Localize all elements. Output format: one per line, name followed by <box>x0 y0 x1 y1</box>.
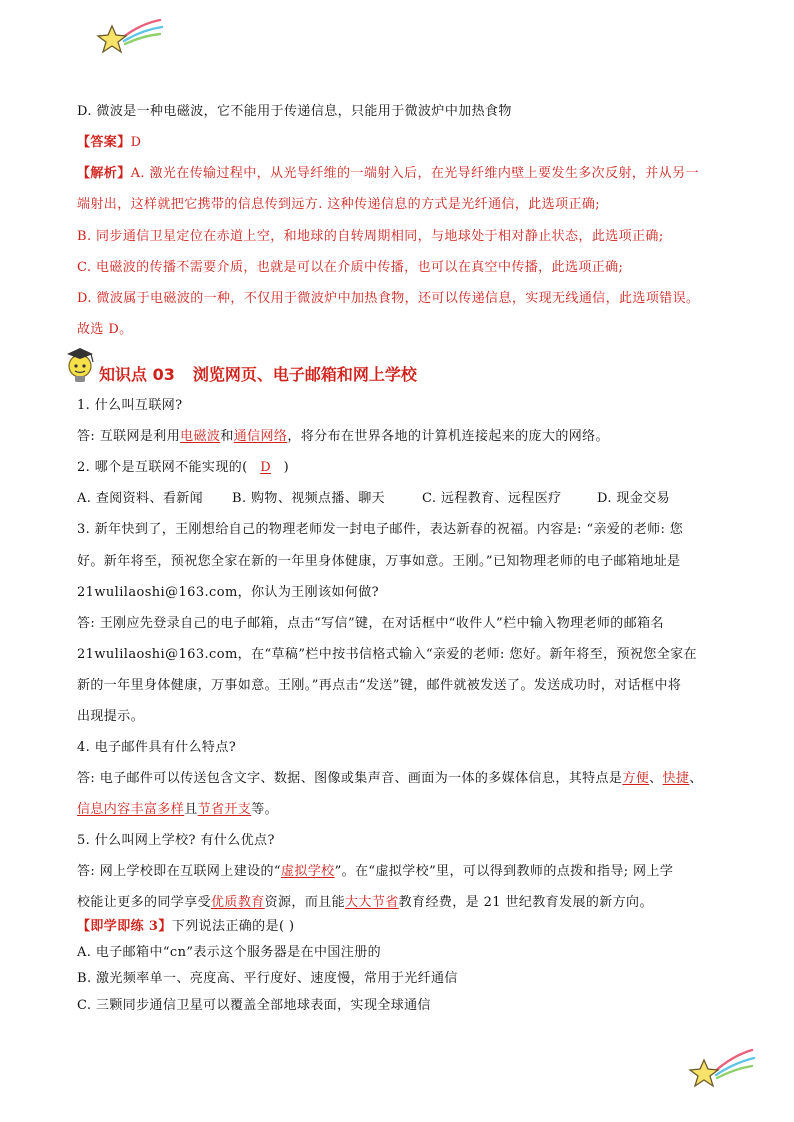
q1-answer-pre: 答: 互联网是利用 <box>77 429 181 444</box>
practice-option-b: B. 激光频率单一、亮度高、平行度好、速度慢，常用于光纤通信 <box>77 971 458 986</box>
q4-blank-1: 方便 <box>622 771 650 786</box>
practice-option-c: C. 三颗同步通信卫星可以覆盖全部地球表面，实现全球通信 <box>77 998 431 1013</box>
q4-blank-3: 信息内容丰富多样 <box>77 802 185 817</box>
section-title: 浏览网页、电子邮箱和网上学校 <box>192 365 417 384</box>
q5-blank-1: 虚拟学校 <box>280 864 335 879</box>
analysis-d-text: D. 微波属于电磁波的一种，不仅用于微波炉中加热食物，还可以传递信息，实现无线通信，此选项错误。 <box>77 291 700 306</box>
q1-answer-post: ，将分布在世界各地的计算机连接起来的庞大的网络。 <box>287 429 609 444</box>
q3-question-line-1: 3. 新年快到了，王刚想给自己的物理老师发一封电子邮件，表达新春的祝福。内容是: “亲爱的老师: 您 <box>77 522 684 537</box>
q4-answer-line-1 <box>77 770 703 788</box>
q3-question-line-2: 好。新年将至，预祝您全家在新的一年里身体健康，万事如意。王刚。”已知物理老师的电子邮箱地址是 <box>77 554 681 569</box>
q4-answer-mid: 且 <box>184 802 198 817</box>
option-d-text: D. 微波是一种电磁波，它不能用于传递信息，只能用于微波炉中加热食物 <box>77 104 512 119</box>
analysis-c-text: C. 电磁波的传播不需要介质，也就是可以在介质中传播，也可以在真空中传播，此选项正确; <box>77 260 624 275</box>
q5-answer-line-1 <box>77 863 673 881</box>
analysis-b-text: B. 同步通信卫星定位在赤道上空，和地球的自转周期相同，与地球处于相对静止状态，此选项正确; <box>77 229 664 244</box>
q2-option-d: D. 现金交易 <box>597 491 671 506</box>
q2-option-c: C. 远程教育、远程医疗 <box>422 491 562 506</box>
answer-value: D <box>130 135 142 150</box>
q3-answer-line-3: 新的一年里身体健康，万事如意。王刚。”再点击“发送”键，邮件就被发送了。发送成功时，对话框中将 <box>77 678 682 693</box>
answer-line <box>77 134 141 152</box>
q3-answer-line-4: 出现提示。 <box>77 709 145 724</box>
q1-blank-2: 通信网络 <box>233 429 288 444</box>
q5-question: 5. 什么叫网上学校? 有什么优点? <box>77 833 275 848</box>
q4-answer-line-2 <box>77 801 278 819</box>
answer-tag: 【答案】 <box>77 135 131 150</box>
q3-answer-line-2: 21wulilaoshi@163.com，在“草稿”栏中按书信格式输入“亲爱的老师: 您好。新年将至，预祝您全家在 <box>77 647 697 662</box>
shooting-star-icon <box>92 16 164 60</box>
q5-answer-pre-2: 校能让更多的同学享受 <box>77 895 212 910</box>
q2-question-post: ) <box>283 460 290 475</box>
practice-stem: 下列说法正确的是( ) <box>171 919 295 934</box>
practice-stem-line <box>77 918 294 936</box>
shooting-star-icon <box>684 1046 756 1094</box>
q5-answer-post-2: 教育经费，是 21 世纪教育发展的新方向。 <box>398 895 653 910</box>
q4-sep-2: 、 <box>689 771 703 786</box>
q2-options <box>77 490 670 508</box>
analysis-line-1 <box>77 165 699 183</box>
practice-tag: 【即学即练 3】 <box>77 919 172 934</box>
q2-question-pre: 2. 哪个是互联网不能实现的( <box>77 460 248 475</box>
q2-option-a: A. 查阅资料、看新闻 <box>77 491 204 506</box>
practice-option-a: A. 电子邮箱中“cn”表示这个服务器是在中国注册的 <box>77 945 381 960</box>
q5-answer-line-2 <box>77 894 653 912</box>
analysis-a-text-1: A. 激光在传输过程中，从光导纤维的一端射入后，在光导纤维内壁上要发生多次反射，并从另一 <box>130 166 699 181</box>
analysis-tag: 【解析】 <box>77 166 131 181</box>
q2-answer-blank: D <box>260 460 272 475</box>
q2-option-b: B. 购物、视频点播、聊天 <box>232 491 386 506</box>
q4-blank-2: 快捷 <box>662 771 690 786</box>
q5-answer-post: ”。在“虚拟学校”里，可以得到教师的点拨和指导; 网上学 <box>334 864 674 879</box>
section-label: 知识点 03 <box>99 365 175 384</box>
q4-blank-4: 节省开支 <box>197 802 252 817</box>
q5-blank-2: 优质教育 <box>211 895 265 910</box>
q5-answer-mid-2: 资源，而且能 <box>264 895 346 910</box>
q4-answer-end: 等。 <box>251 802 279 817</box>
section-heading <box>77 362 417 385</box>
q1-question: 1. 什么叫互联网? <box>77 398 183 413</box>
q5-blank-3: 大大节省 <box>345 895 399 910</box>
q4-sep-1: 、 <box>649 771 663 786</box>
q3-question-line-3: 21wulilaoshi@163.com，你认为王刚该如何做? <box>77 585 380 600</box>
q4-question: 4. 电子邮件具有什么特点? <box>77 740 237 755</box>
q5-answer-pre: 答: 网上学校即在互联网上建设的“ <box>77 864 281 879</box>
q1-answer-mid: 和 <box>220 429 234 444</box>
analysis-a-text-2: 端射出，这样就把它携带的信息传到远方. 这种传递信息的方式是光纤通信，此选项正确; <box>77 197 601 212</box>
q4-answer-pre: 答: 电子邮件可以传送包含文字、数据、图像或集声音、画面为一体的多媒体信息，其特点是 <box>77 771 623 786</box>
conclusion-text: 故选 D。 <box>77 322 133 337</box>
q2-question <box>77 459 289 477</box>
q1-blank-1: 电磁波 <box>180 429 221 444</box>
q1-answer <box>77 428 609 446</box>
q3-answer-line-1: 答: 王刚应先登录自己的电子邮箱，点击“写信”键，在对话框中“收件人”栏中输入物理老师的邮箱名 <box>77 616 664 631</box>
